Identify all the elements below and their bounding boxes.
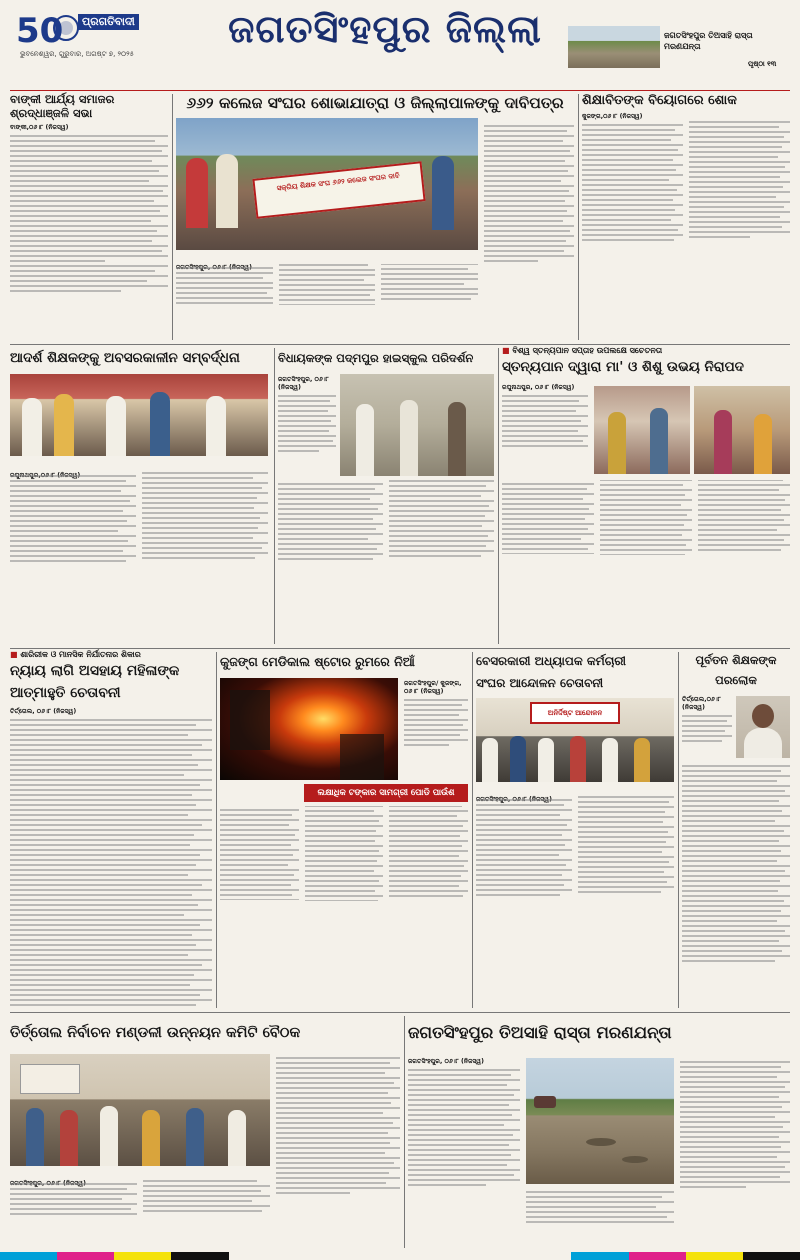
caption: ଲକ୍ଷାଧିକ ଟଙ୍କାର ସାମଗ୍ରୀ ପୋଡି ପାଉଁଶ	[317, 788, 455, 798]
article-mla-visit	[278, 346, 494, 646]
article-body-narrow	[278, 392, 336, 476]
headline: ଆଦର୍ଶ ଶିକ୍ଷକଙ୍କୁ ଅବସରକାଳୀନ ସମ୍ବର୍ଦ୍ଧନା	[10, 350, 240, 366]
article-body-narrow	[502, 392, 588, 472]
promo-road-photo	[568, 26, 660, 68]
masthead	[0, 0, 800, 68]
article-private-teachers	[476, 650, 674, 1010]
article-road-death-trap	[408, 1014, 790, 1250]
article-teacher-passing	[582, 92, 790, 342]
article-body-bottom	[176, 264, 478, 340]
dateline: ଜଗତସିଂହପୁର, ୦୬।୮ (ନିଜସ୍ୱ)	[278, 376, 329, 391]
broken-road-photo	[526, 1058, 674, 1184]
dateline: ଜଗତସିଂହପୁର/ କୁଜଙ୍ଗ, ୦୬।୮ (ନିଜସ୍ୱ)	[404, 680, 462, 695]
article-body	[582, 121, 790, 343]
article-body	[476, 796, 674, 1006]
headline: ବିଧାୟକଙ୍କ ପଦ୍ମପୁର ହାଇସ୍କୁଲ ପରିଦର୍ଶନ	[278, 351, 474, 365]
article-body	[220, 806, 468, 1006]
dateline: ବାଙ୍କୀ,୦୬।୮ (ନିଜସ୍ୱ)	[10, 124, 69, 131]
school-visit-photo	[340, 374, 494, 476]
dateline: ତିର୍ତ୍ତୋଲ, ୦୬।୮ (ନିଜସ୍ୱ)	[10, 708, 77, 715]
headline: ୬୬୨ କଲେଜ ସଂଘର ଶୋଭାଯାତ୍ରା ଓ ଜିଲ୍ଲାପାଳଙ୍କୁ ଦାବିପତ୍ର	[186, 94, 564, 112]
paper-name: ପ୍ରଗତିବାଦୀ	[78, 14, 139, 30]
article-body-right	[680, 1058, 790, 1248]
article-college-rally	[176, 92, 574, 342]
protest-photo	[476, 698, 674, 782]
meeting-photo	[10, 1054, 270, 1166]
dateline: କୁଜଙ୍ଗ,୦୬।୮ (ନିଜସ୍ୱ)	[582, 113, 643, 120]
article-body-left	[408, 1066, 520, 1246]
rally-banner	[252, 161, 425, 219]
kicker-bullet-icon: ■	[10, 650, 21, 659]
headline-line1: ପୂର୍ବତନ ଶିକ୍ଷକଙ୍କ	[695, 653, 777, 667]
article-helpless-woman	[10, 650, 212, 1010]
section-title: ଜଗତସିଂହପୁର ଜିଲ୍ଲା	[228, 6, 542, 51]
article-ideal-teacher	[10, 346, 270, 646]
headline-line2: ପରଲୋକ	[715, 673, 757, 687]
protest-banner: ଅନିର୍ଦ୍ଦିଷ୍ଟ ଆନ୍ଦୋଳନ	[530, 702, 620, 724]
article-body	[10, 132, 168, 350]
awareness-photo-right	[694, 386, 790, 474]
registration-strip	[0, 1252, 800, 1260]
headline: ଶିକ୍ଷାବିତଙ୍କ ବିୟୋଗରେ ଶୋକ	[582, 93, 737, 108]
article-body	[502, 480, 790, 642]
headline: ଜଗତସିଂହପୁର ତିଅସାହି ରାସ୍ତା ମରଣଯନ୍ତା	[408, 1023, 672, 1042]
headline: ସ୍ତନ୍ୟପାନ ଦ୍ୱାରା ମା' ଓ ଶିଶୁ ଉଭୟ ନିରାପଦ	[502, 359, 744, 375]
article-body-bottom	[526, 1188, 674, 1248]
promo-text: ଜଗତସିଂହପୁର ତିଅସାହି ରାସ୍ତା ମରଣଯନ୍ତା	[664, 31, 753, 51]
headline-line1: ବେସରକାରୀ ଅଧ୍ୟାପକ କର୍ମଚାରୀ	[476, 654, 626, 668]
headline: ତିର୍ତ୍ତୋଲ ନିର୍ବାଚନ ମଣ୍ଡଳୀ ଉନ୍ନୟନ କମିଟି ବୈଠକ	[10, 1025, 301, 1041]
article-body	[10, 1180, 270, 1248]
article-body	[10, 716, 212, 1006]
article-body-right	[484, 122, 574, 338]
headline-line1: ନ୍ୟାୟ ଲାଗି ଅସହାୟ ମହିଳାଙ୍କ	[10, 663, 180, 679]
newspaper-logo	[14, 6, 134, 50]
headline: ବାଙ୍କୀ ଆର୍ଯ୍ୟ ସମାଜର ଶ୍ରଦ୍ଧାଞ୍ଜଳି ସଭା	[10, 92, 115, 120]
article-body-right	[276, 1054, 400, 1248]
article-body-narrow	[404, 696, 468, 768]
page-number: ପୃଷ୍ଠା ୧୩	[748, 60, 777, 68]
headline-line2: ସଂଘର ଆନ୍ଦୋଳନ ଚେତାବନୀ	[476, 676, 604, 690]
headline: କୁଜଙ୍ଗ ମେଡିକାଲ ଷ୍ଟୋର ରୁମରେ ନିଆଁ	[220, 654, 415, 669]
kicker-bullet-icon: ■	[502, 346, 513, 355]
article-former-teacher	[682, 650, 790, 1010]
kicker: ■ ବିଶ୍ୱ ସ୍ତନ୍ୟପାନ ସପ୍ତାହ ଉପଲକ୍ଷେ ସଚେତନତା	[502, 346, 663, 355]
fire-caption-bar	[304, 784, 468, 802]
dateline: ଜଗତସିଂହପୁର, ୦୬।୮ (ନିଜସ୍ୱ)	[408, 1058, 484, 1065]
rally-photo	[176, 118, 478, 250]
article-arya-samaj	[10, 92, 168, 342]
article-body	[10, 472, 268, 644]
awareness-photo-left	[594, 386, 690, 474]
dateline: ରଘୁନାଥପୁର, ୦୬।୮ (ନିଜସ୍ୱ)	[502, 384, 575, 391]
logo-number: 50	[16, 11, 64, 50]
felicitation-photo	[10, 374, 268, 456]
article-body	[682, 762, 790, 1006]
article-tirtol-meeting	[10, 1014, 400, 1250]
fire-photo	[220, 678, 398, 780]
dateline: ତିର୍ତ୍ତୋଲ,୦୬।୮ (ନିଜସ୍ୱ)	[682, 696, 721, 711]
banner-text: ସକ୍ରିୟ ଶିକ୍ଷକ ସଂଘ ୬୬୨ କଲେଜ ସଂଘର ଦାବି	[276, 171, 400, 193]
article-body	[278, 480, 494, 642]
article-kujang-fire	[220, 650, 468, 1010]
edition-date: ଭୁବନେଶ୍ୱର, ଗୁରୁବାର, ଅଗଷ୍ଟ ୭, ୨୦୨୫	[20, 50, 134, 58]
article-body-narrow	[682, 712, 732, 762]
portrait-photo	[736, 696, 790, 758]
article-breastfeeding	[502, 346, 790, 646]
kicker: ■ ଶାରିରୀକ ଓ ମାନସିକ ନିର୍ଯାତନାର ଶିକାର	[10, 650, 141, 659]
headline-line2: ଆତ୍ମାହୁତି ଚେତାବନୀ	[10, 685, 121, 701]
